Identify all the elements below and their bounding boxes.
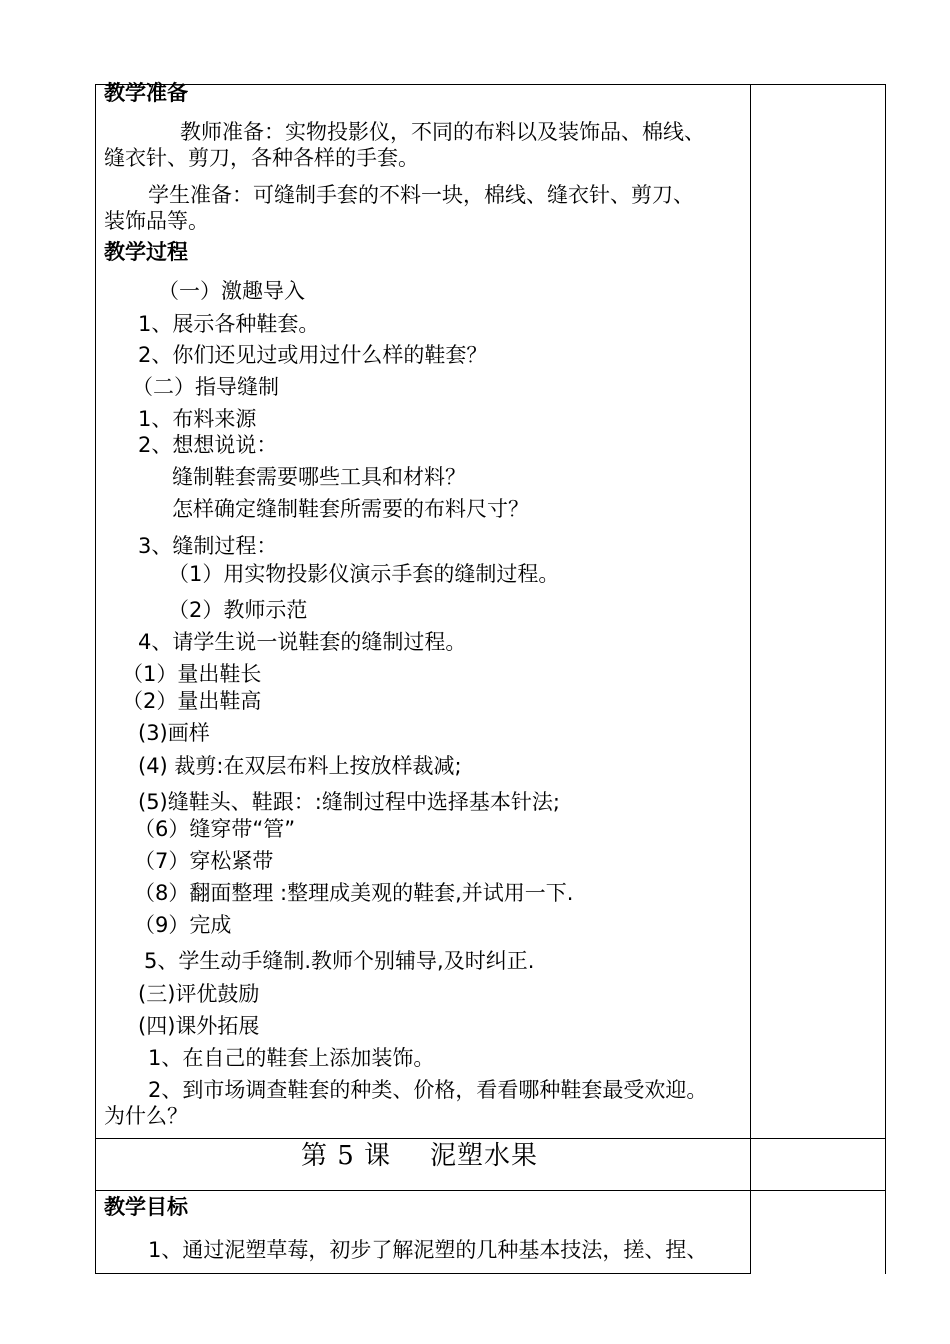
- process-line: 1、布料来源: [138, 407, 257, 431]
- teacher-prep-line-2: 缝衣针、剪刀，各种各样的手套。: [104, 146, 419, 170]
- table-bottom-border: [95, 1273, 751, 1274]
- process-line: 1、展示各种鞋套。: [138, 312, 320, 336]
- process-line: (5)缝鞋头、鞋跟：:缝制过程中选择基本针法;: [138, 790, 560, 814]
- table-middle-border: [750, 84, 751, 1274]
- process-line: (4) 裁剪:在双层布料上按放样裁减;: [138, 754, 462, 778]
- process-line: 2、想想说说：: [138, 433, 278, 457]
- process-line: （一）激趣导入: [158, 279, 305, 303]
- row-divider-2: [95, 1190, 886, 1191]
- row-divider-1: [95, 1138, 886, 1139]
- process-heading: 教学过程: [104, 240, 188, 264]
- goal-heading: 教学目标: [104, 1195, 188, 1219]
- process-line: 缝制鞋套需要哪些工具和材料？: [172, 465, 466, 489]
- process-line: 为什么？: [104, 1104, 188, 1128]
- student-prep-line-1: 学生准备：可缝制手套的不料一块，棉线、缝衣针、剪刀、: [148, 183, 694, 207]
- process-line: （2）教师示范: [168, 598, 308, 622]
- process-line: (四)课外拓展: [138, 1014, 260, 1038]
- teacher-prep-line-1: 教师准备：实物投影仪，不同的布料以及装饰品、棉线、: [180, 120, 705, 144]
- process-line: 2、你们还见过或用过什么样的鞋套？: [138, 343, 488, 367]
- prep-heading: 教学准备: [104, 81, 188, 105]
- process-line: （6）缝穿带“管”: [134, 817, 296, 841]
- process-line: （二）指导缝制: [132, 375, 279, 399]
- process-line: (3)画样: [138, 721, 210, 745]
- process-line: （2）量出鞋高: [122, 689, 262, 713]
- process-line: （1）量出鞋长: [122, 662, 262, 686]
- student-prep-line-2: 装饰品等。: [104, 209, 209, 233]
- process-line: （9）完成: [134, 913, 232, 937]
- table-top-border: [95, 84, 886, 85]
- process-line: (三)评优鼓励: [138, 982, 260, 1006]
- goal-line-1: 1、通过泥塑草莓，初步了解泥塑的几种基本技法，搓、捏、: [148, 1238, 708, 1262]
- table-right-border: [885, 84, 886, 1274]
- process-line: 4、请学生说一说鞋套的缝制过程。: [138, 630, 467, 654]
- process-line: （7）穿松紧带: [134, 849, 274, 873]
- process-line: 1、在自己的鞋套上添加装饰。: [148, 1046, 435, 1070]
- process-line: （8）翻面整理 :整理成美观的鞋套,并试用一下.: [134, 881, 574, 905]
- process-line: 3、缝制过程：: [138, 534, 278, 558]
- process-line: 怎样确定缝制鞋套所需要的布料尺寸？: [172, 497, 529, 521]
- table-left-border: [95, 84, 96, 1274]
- lesson-name: 泥塑水果: [430, 1141, 539, 1171]
- process-line: （1）用实物投影仪演示手套的缝制过程。: [168, 562, 560, 586]
- process-line: 5、学生动手缝制.教师个别辅导,及时纠正.: [144, 949, 535, 973]
- lesson-number: 第 5 课: [301, 1141, 392, 1171]
- process-line: 2、到市场调查鞋套的种类、价格，看看哪种鞋套最受欢迎。: [148, 1078, 708, 1102]
